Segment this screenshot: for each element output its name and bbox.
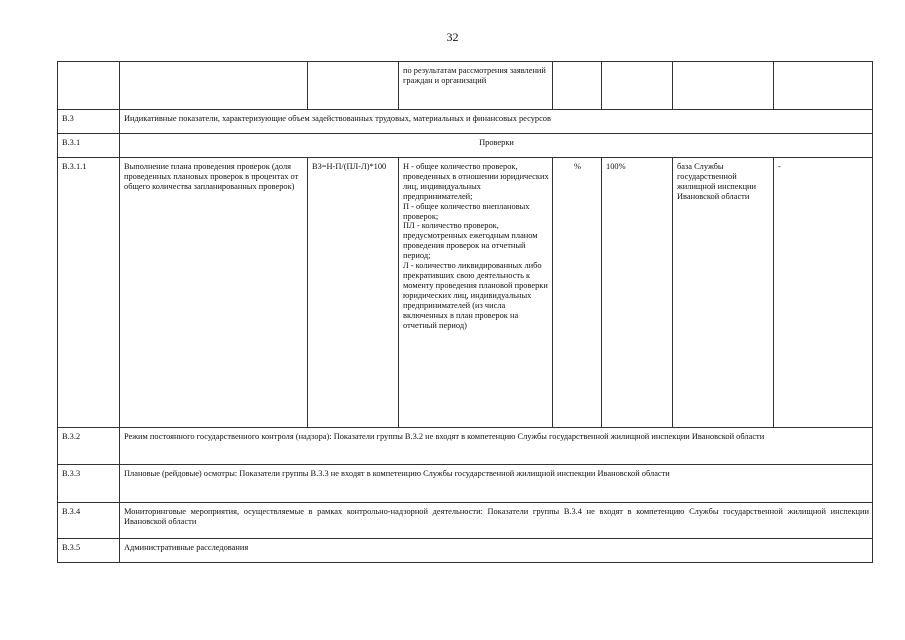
empty-cell [58, 62, 120, 110]
table-row-b32 [58, 428, 873, 465]
indicator-description: Н - общее количество проверок, проведенных в отношении юридических лиц, индивидуальных предпринимателей; П - общее количество внеплановых проверок; ПЛ - количество проверок, предусмотренных ежегодным планом проведения проверок на отчетный период; Л - количество ликвидированных либо прекративших свою деятельность к моменту проведения плановой проверки юридических лиц, индивидуальных предпринимателей (из числа включенных в план проверок на отчетный период) [399, 158, 553, 428]
table-row-b3 [58, 110, 873, 134]
table-row-continued [58, 62, 873, 110]
row-text: Мониторинговые мероприятия, осуществляемые в рамках контрольно-надзорной деятельности: Показатели группы В.3.4 не входят в компетенцию Службы государственной жилищной инспекции Ивановской области [120, 503, 873, 539]
section-heading: Проверки [120, 134, 873, 158]
row-text: Индикативные показатели, характеризующие объем задействованных трудовых, материальных и финансовых ресурсов [120, 110, 873, 134]
indicator-comment: - [774, 158, 873, 428]
page-number: 32 [446, 30, 459, 44]
empty-cell [673, 62, 774, 110]
row-code: В.3.5 [58, 539, 120, 563]
row-code: В.3.1 [58, 134, 120, 158]
indicators-table [57, 61, 873, 563]
row-code: В.3.4 [58, 503, 120, 539]
table-row-b33 [58, 465, 873, 503]
empty-cell [774, 62, 873, 110]
table-row-b31 [58, 134, 873, 158]
indicator-unit: % [553, 158, 602, 428]
table-row-b311 [58, 158, 873, 428]
empty-cell [308, 62, 399, 110]
table-row-b35 [58, 539, 873, 563]
empty-cell [553, 62, 602, 110]
table-row-b34 [58, 503, 873, 539]
row-text: Плановые (рейдовые) осмотры: Показатели группы В.3.3 не входят в компетенцию Службы государственной жилищной инспекции Ивановской области [120, 465, 873, 503]
row-code: В.3 [58, 110, 120, 134]
row-code: В.3.1.1 [58, 158, 120, 428]
description-cell: по результатам рассмотрения заявлений граждан и организаций [399, 62, 553, 110]
indicator-name: Выполнение плана проведения проверок (доля проведенных плановых проверок в процентах от общего количества запланированных проверок) [120, 158, 308, 428]
indicator-formula: ВЗ=Н-П/(ПЛ-Л)*100 [308, 158, 399, 428]
empty-cell [120, 62, 308, 110]
indicator-target: 100% [602, 158, 673, 428]
row-text: Административные расследования [120, 539, 873, 563]
indicator-source: база Службы государственной жилищной инспекции Ивановской области [673, 158, 774, 428]
row-code: В.3.3 [58, 465, 120, 503]
row-text: Режим постоянного государственного контроля (надзора): Показатели группы В.3.2 не входят в компетенцию Службы государственной жилищной инспекции Ивановской области [120, 428, 873, 465]
empty-cell [602, 62, 673, 110]
row-code: В.3.2 [58, 428, 120, 465]
